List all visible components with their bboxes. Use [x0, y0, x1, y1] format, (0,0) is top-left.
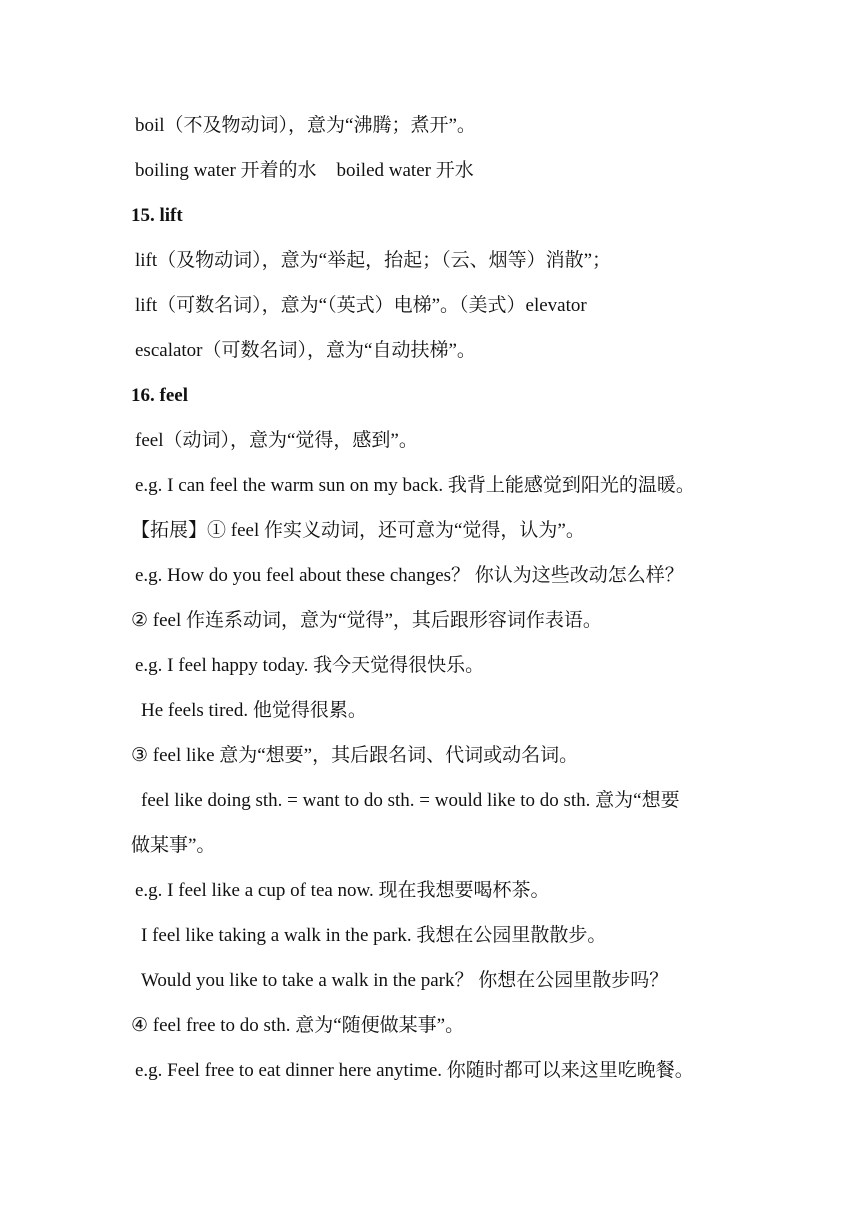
text-line-feel-like-continuation: 做某事”。	[131, 835, 216, 856]
text-line-feel-like-equivalents: feel like doing sth. = want to do sth. = would like to do sth. 意为“想要	[141, 790, 680, 811]
example-feel-like-tea: e.g. I feel like a cup of tea now. 现在我想要喝杯茶。	[135, 880, 550, 901]
heading-lift: 15. lift	[131, 205, 183, 226]
text-line-boil-definition: boil（不及物动词），意为“沸腾；煮开”。	[135, 115, 476, 136]
example-feel-free-dinner: e.g. Feel free to eat dinner here anytime. 你随时都可以来这里吃晚餐。	[135, 1060, 694, 1081]
example-feel-happy: e.g. I feel happy today. 我今天觉得很快乐。	[135, 655, 485, 676]
example-would-like-walk: Would you like to take a walk in the park？ 你想在公园里散步吗？	[141, 970, 669, 991]
text-line-expansion-2: ② feel 作连系动词，意为“觉得”，其后跟形容词作表语。	[131, 610, 602, 631]
text-line-expansion-3: ③ feel like 意为“想要”，其后跟名词、代词或动名词。	[131, 745, 579, 766]
text-line-lift-verb: lift（及物动词），意为“举起，抬起；（云、烟等）消散”；	[135, 250, 612, 271]
text-line-boiling-water	[135, 159, 474, 183]
example-feel-about-changes: e.g. How do you feel about these changes？ 你认为这些改动怎么样？	[135, 565, 684, 586]
text-line-feel-verb: feel（动词），意为“觉得，感到”。	[135, 430, 418, 451]
boiled-water-phrase: boiled water 开水	[336, 160, 474, 181]
text-line-escalator: escalator（可数名词），意为“自动扶梯”。	[135, 340, 476, 361]
text-line-lift-noun: lift（可数名词），意为“（英式）电梯”。（美式）elevator	[135, 295, 587, 316]
heading-feel: 16. feel	[131, 385, 188, 406]
example-feels-tired: He feels tired. 他觉得很累。	[141, 700, 367, 721]
text-line-expansion-4: ④ feel free to do sth. 意为“随便做某事”。	[131, 1015, 465, 1036]
example-feel-like-walk: I feel like taking a walk in the park. 我想在公园里散散步。	[141, 925, 607, 946]
boiling-water-phrase: boiling water 开着的水	[135, 160, 317, 181]
example-feel-warm-sun: e.g. I can feel the warm sun on my back. 我背上能感觉到阳光的温暖。	[135, 475, 695, 496]
text-line-expansion-1: 【拓展】① feel 作实义动词，还可意为“觉得，认为”。	[131, 520, 585, 541]
